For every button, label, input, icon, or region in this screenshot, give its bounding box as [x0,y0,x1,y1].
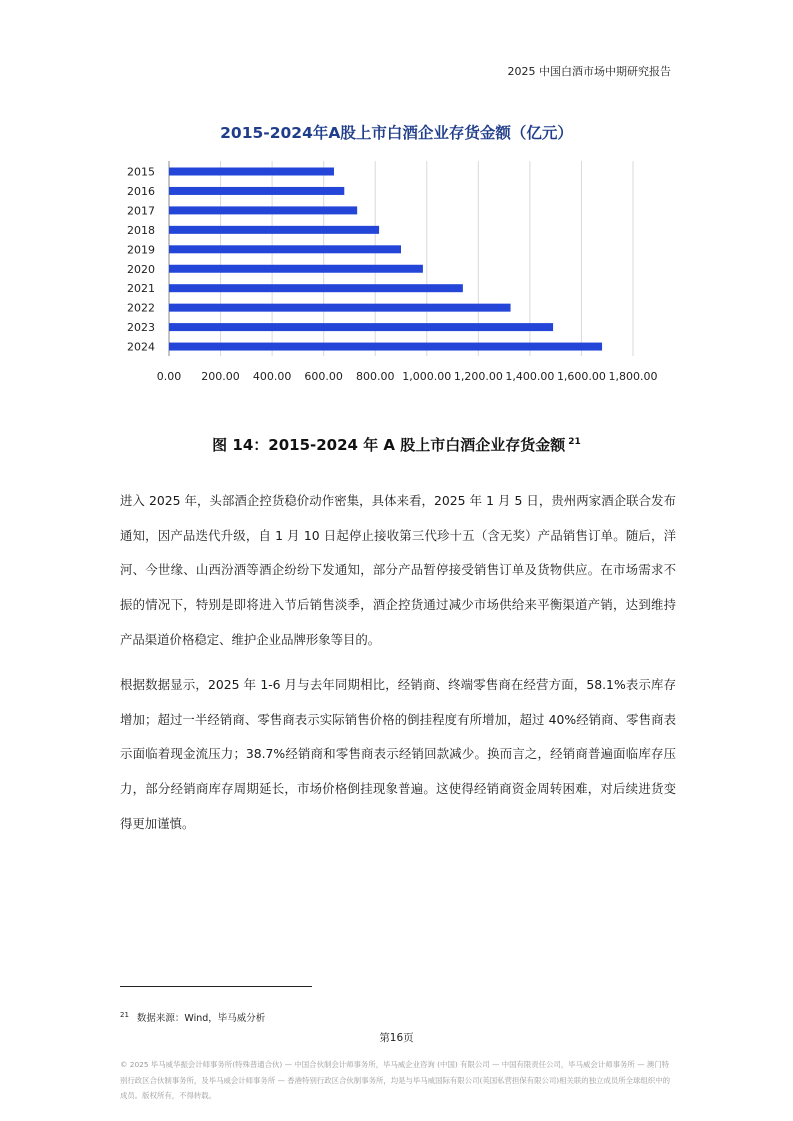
footnote-divider [120,986,312,987]
bar-2018 [169,226,379,234]
figure-footnote-ref: 21 [568,437,581,447]
y-tick-label: 2022 [127,301,155,315]
x-tick-label: 0.00 [156,370,182,383]
bar-2024 [169,343,602,351]
bar-2016 [169,187,344,195]
footnote-text: 数据来源：Wind，毕马威分析 [136,1013,266,1024]
x-tick-label: 400.00 [252,370,292,383]
y-tick-label: 2020 [127,262,155,276]
y-tick-label: 2024 [127,340,155,354]
report-header-title: 2025 中国白酒市场中期研究报告 [507,65,671,78]
y-tick-label: 2021 [127,282,155,296]
body-paragraph-2: 根据数据显示，2025 年 1-6 月与去年同期相比，经销商、终端零售商在经营方面，58.1%表示库存增加；超过一半经销商、零售商表示实际销售价格的倒挂程度有所增加，超过 40%经销商、零售商表示面临着现金流压力；38.7%经销商和零售商表示经销回款减少。换而言之，经销商普遍面临库存压力，部分经销商库存周期延长，市场价格倒挂现象普遍。这使得经销商资金周转困难，对后续进货变得更加谨慎。 [120,677,676,831]
figure-caption [0,434,793,455]
bar-2020 [169,265,423,273]
bar-2022 [169,304,511,312]
y-tick-label: 2023 [127,321,155,335]
body-paragraph-1: 进入 2025 年，头部酒企控货稳价动作密集，具体来看，2025 年 1 月 5 日，贵州两家酒企联合发布通知，因产品迭代升级，自 1 月 10 日起停止接收第三代珍十五（含无奖）产品销售订单。随后，洋河、今世缘、山西汾酒等酒企纷纷下发通知，部分产品暂停接受销售订单及货物供应。在市场需求不振的情况下，特别是即将进入节后销售淡季，酒企控货通过减少市场供给来平衡渠道产销，达到维持产品渠道价格稳定、维护企业品牌形象等目的。 [120,493,676,647]
bar-2023 [169,323,553,331]
copyright-notice: © 2025 毕马威华振会计师事务所(特殊普通合伙) — 中国合伙制会计师事务所，毕马威企业咨询 (中国) 有限公司 — 中国有限责任公司，毕马威会计师事务所 — 澳门特别行政区合伙制事务所，及毕马威会计师事务所 — 香港特别行政区合伙制事务所，均是与毕马威国际有限公司(英国私营担保有限公司)相关联的独立成员所全球组织中的成员。版权所有，不得转载。 [120,1060,670,1100]
bar-2015 [169,168,334,176]
footnote [120,1010,265,1024]
y-tick-label: 2019 [127,243,155,257]
y-tick-label: 2016 [127,184,155,198]
y-tick-label: 2017 [127,204,155,218]
inventory-bar-chart [0,0,793,400]
x-tick-label: 600.00 [304,370,343,383]
page-number: 第16页 [379,1032,414,1044]
figure-caption-text: 图 14：2015-2024 年 A 股上市白酒企业存货金额 [212,436,566,454]
y-tick-label: 2015 [127,165,155,179]
chart-title: 2015-2024年A股上市白酒企业存货金额（亿元） [220,124,573,142]
x-tick-label: 1,200.00 [453,370,503,383]
x-tick-label: 1,400.00 [505,370,555,383]
x-tick-label: 1,000.00 [402,370,452,383]
y-tick-label: 2018 [127,223,155,237]
x-tick-label: 200.00 [201,370,240,383]
footnote-number: 21 [120,1010,129,1019]
bar-2017 [169,206,357,214]
bar-2021 [169,284,463,292]
x-tick-label: 800.00 [355,370,395,383]
x-tick-label: 1,600.00 [556,370,606,383]
x-tick-label: 1,800.00 [608,370,658,383]
bar-2019 [169,245,401,253]
